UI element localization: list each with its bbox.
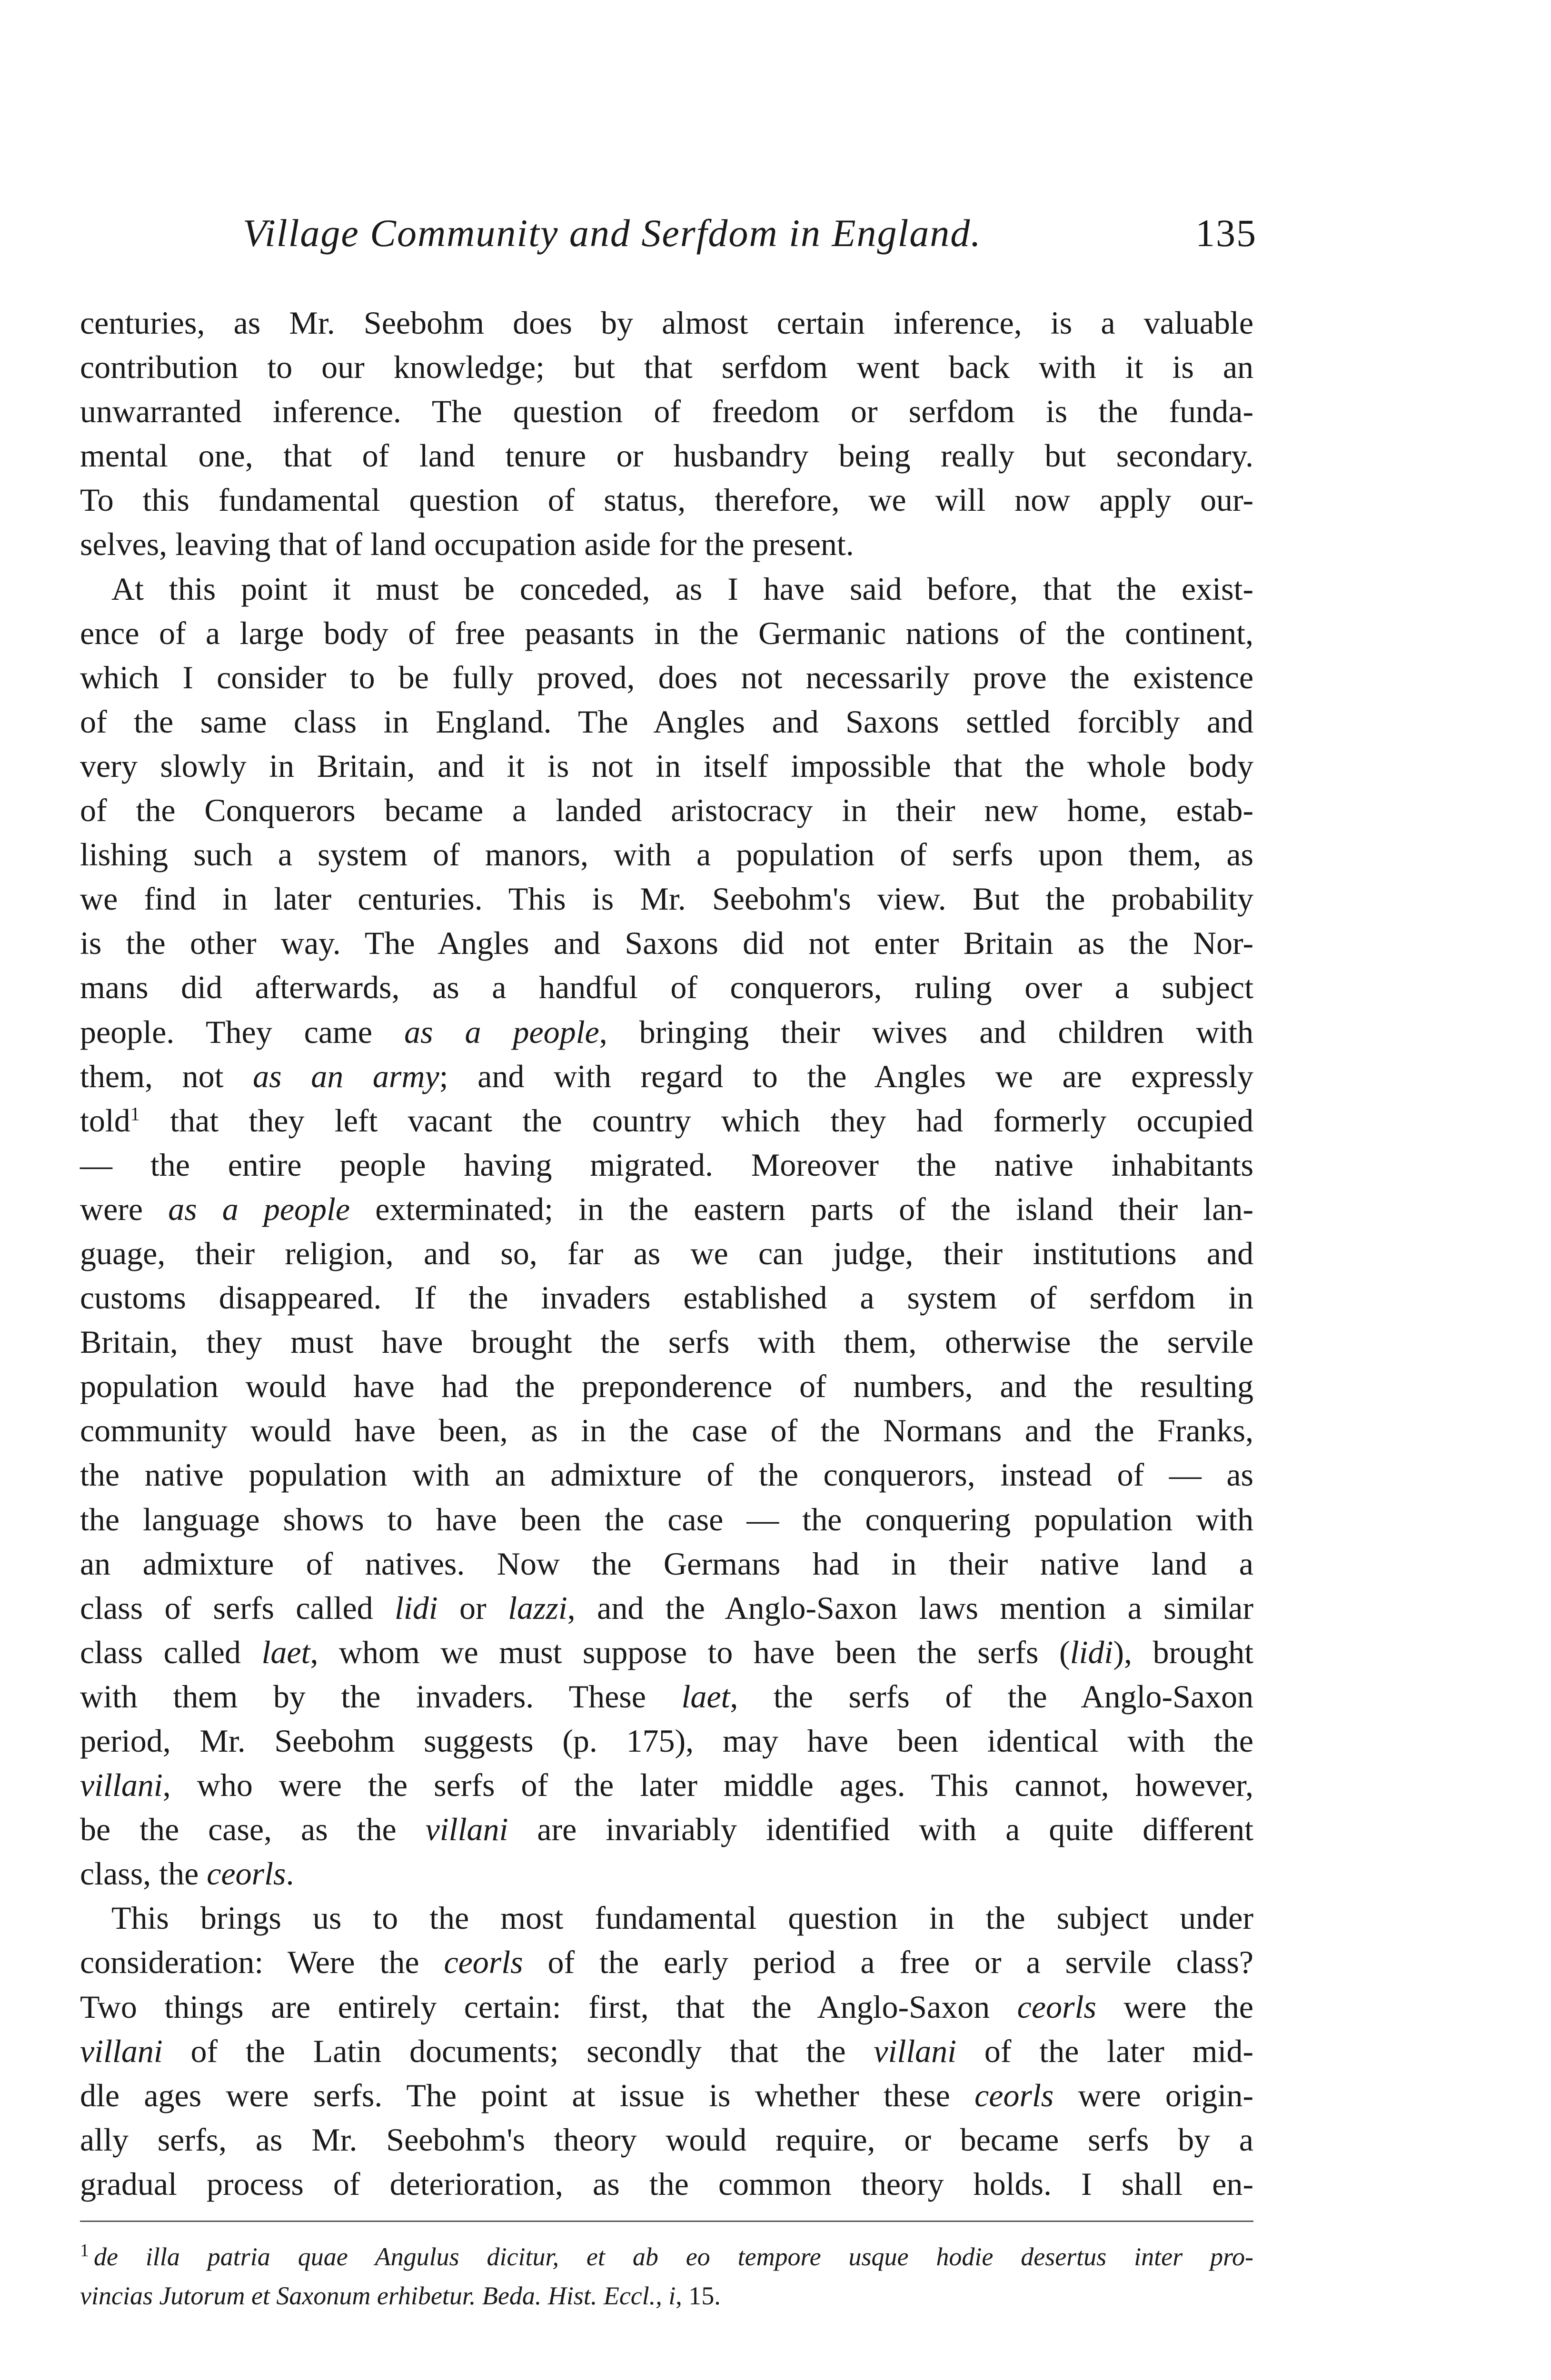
text-line: At this point it must be conceded, as I have said before, that the exist- (111, 570, 1253, 607)
text-line: mental one, that of land tenure or husbandry being really but secondary. (80, 437, 1253, 474)
text-line: consideration: Were the ceorls of the early period a free or a servile class? (80, 1944, 1253, 1981)
running-head (190, 205, 1257, 262)
text-line: which I consider to be fully proved, does not necessarily prove the existence (80, 659, 1253, 695)
text-line: class, the ceorls. (80, 1855, 294, 1892)
text-line: guage, their religion, and so, far as we can judge, their institutions and (80, 1235, 1253, 1271)
text-line: is the other way. The Angles and Saxons did not enter Britain as the Nor- (80, 925, 1253, 962)
text-line: customs disappeared. If the invaders established a system of serfdom in (80, 1279, 1253, 1316)
text-line: class called laet, whom we must suppose to have been the serfs (lidi), brought (80, 1634, 1253, 1670)
footnote-marker: 1 (80, 2241, 89, 2261)
text-line: told$^1$ that they left vacant the country which they had formerly occupied (80, 1102, 1253, 1139)
text-line: population would have had the preponderence of numbers, and the resulting (80, 1368, 1253, 1405)
footnotes (80, 2237, 1253, 2315)
text-line: we find in later centuries. This is Mr. Seebohm's view. But the probability (80, 881, 1253, 917)
text-line: community would have been, as in the case of the Normans and the Franks, (80, 1412, 1253, 1449)
text-line: were as a people exterminated; in the eastern parts of the island their lan- (80, 1190, 1253, 1227)
text-line: — the entire people having migrated. Moreover the native inhabitants (80, 1146, 1253, 1183)
text-line: selves, leaving that of land occupation aside for the present. (80, 526, 854, 563)
text-line: of the same class in England. The Angles and Saxons settled forcibly and (80, 703, 1253, 740)
footnote-line: $^1$ de illa patria quae Angulus dicitur, et ab eo tempore usque hodie desertus inter pro- (80, 2241, 1253, 2271)
text-line: an admixture of natives. Now the Germans had in their native land a (80, 1545, 1253, 1582)
text-line: ence of a large body of free peasants in the Germanic nations of the continent, (80, 615, 1253, 651)
text-line: This brings us to the most fundamental question in the subject under (111, 1900, 1253, 1936)
text-line: Two things are entirely certain: first, that the Anglo-Saxon ceorls were the (80, 1988, 1253, 2025)
text-line: people. They came as a people, bringing their wives and children with (80, 1013, 1254, 1050)
text-line: centuries, as Mr. Seebohm does by almost certain inference, is a valuable (80, 305, 1253, 341)
text-line: lishing such a system of manors, with a population of serfs upon them, as (80, 836, 1253, 873)
text-line: of the Conquerors became a landed aristocracy in their new home, estab- (80, 792, 1253, 829)
page-number: 135 (1195, 211, 1257, 255)
text-line: To this fundamental question of status, therefore, we will now apply our- (80, 482, 1253, 518)
text-line: villani of the Latin documents; secondly that the villani of the later mid- (80, 2033, 1253, 2069)
text-line: the language shows to have been the case — the conquering population with (80, 1501, 1253, 1537)
footnote-line: vincias Jutorum et Saxonum erhibetur. Beda. Hist. Eccl., i, 15. (80, 2281, 721, 2310)
footnote-divider (80, 2221, 1253, 2222)
text-line: with them by the invaders. These laet, the serfs of the Anglo-Saxon (80, 1678, 1253, 1715)
text-line: villani, who were the serfs of the later middle ages. This cannot, however, (80, 1767, 1253, 1804)
text-line: Britain, they must have brought the serfs with them, otherwise the servile (80, 1324, 1253, 1360)
text-line: class of serfs called lidi or lazzi, and the Anglo-Saxon laws mention a similar (80, 1589, 1253, 1626)
text-line: ally serfs, as Mr. Seebohm's theory would require, or became serfs by a (80, 2121, 1253, 2158)
text-line: unwarranted inference. The question of freedom or serfdom is the funda- (80, 393, 1253, 430)
text-line: very slowly in Britain, and it is not in itself impossible that the whole body (80, 747, 1253, 784)
text-line: be the case, as the villani are invariably identified with a quite different (80, 1811, 1254, 1848)
footnote-reference: 1 (130, 1103, 140, 1125)
text-line: the native population with an admixture of the conquerors, instead of — as (80, 1457, 1253, 1493)
text-line: dle ages were serfs. The point at issue is whether these ceorls were origin- (80, 2077, 1253, 2113)
text-line: mans did afterwards, as a handful of conquerors, ruling over a subject (80, 969, 1253, 1006)
text-line: contribution to our knowledge; but that serfdom went back with it is an (80, 349, 1253, 386)
body-text (80, 301, 1253, 2206)
running-head-title: Village Community and Serfdom in England. (243, 211, 982, 255)
text-line: gradual process of deterioration, as the common theory holds. I shall en- (80, 2165, 1253, 2202)
text-line: period, Mr. Seebohm suggests (p. 175), may have been identical with the (80, 1723, 1253, 1759)
text-line: them, not as an army; and with regard to the Angles we are expressly (80, 1058, 1253, 1094)
